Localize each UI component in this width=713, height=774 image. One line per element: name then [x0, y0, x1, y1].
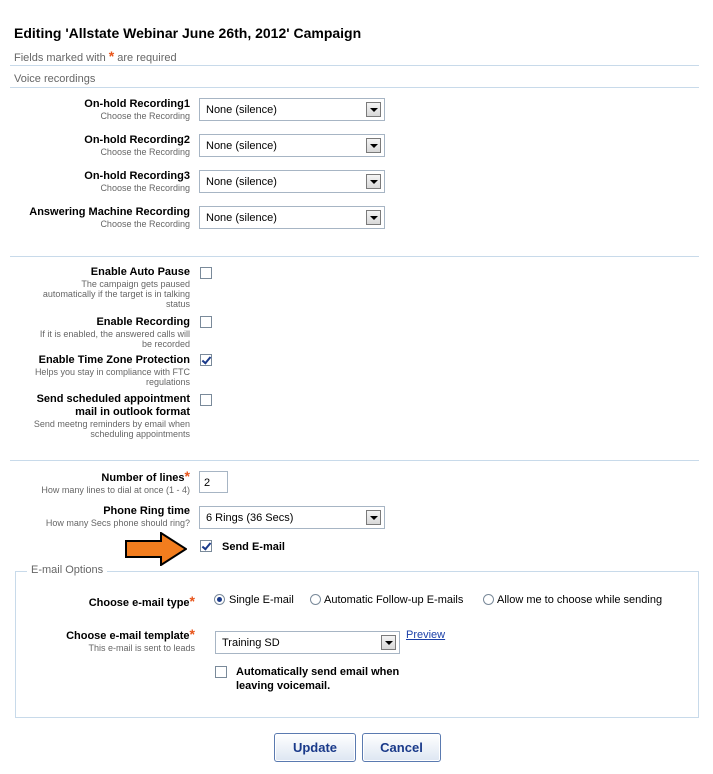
email-type-text: Choose e-mail type	[88, 597, 190, 609]
outlook-mail-sub: scheduling appointments	[90, 429, 190, 439]
auto-send-line: Automatically send email when	[236, 666, 400, 678]
recording-2-label-block	[5, 134, 190, 157]
auto-pause-sub: automatically if the target is in talking	[42, 289, 190, 299]
outlook-mail-sub: Send meetng reminders by email when	[33, 419, 190, 429]
radio-single-email-label[interactable]: Single E-mail	[229, 594, 294, 606]
ring-time-sub: How many Secs phone should ring?	[45, 518, 190, 528]
timezone-label-block	[5, 354, 190, 387]
divider	[10, 87, 699, 88]
email-template-label	[20, 628, 195, 643]
required-star: *	[108, 48, 115, 64]
auto-send-voicemail-label	[236, 665, 399, 693]
recording-3-select[interactable]	[199, 170, 385, 193]
arrow-pointer-icon	[125, 532, 187, 566]
auto-pause-checkbox[interactable]	[200, 267, 212, 279]
timezone-protection-sub: regulations	[145, 377, 190, 387]
required-note	[14, 48, 177, 64]
email-type-label	[20, 593, 195, 609]
email-template-sub: This e-mail is sent to leads	[88, 643, 195, 653]
recording-1-label-block	[5, 98, 190, 121]
recording-3-sub: Choose the Recording	[100, 183, 190, 193]
recording-3-value: None (silence)	[206, 176, 277, 188]
number-of-lines-sub: How many lines to dial at once (1 - 4)	[41, 485, 190, 495]
recording-1-value: None (silence)	[206, 104, 277, 116]
chevron-down-icon[interactable]	[366, 102, 381, 117]
recording-2-label: On-hold Recording2	[84, 134, 190, 146]
outlook-mail-checkbox[interactable]	[200, 394, 212, 406]
number-of-lines-input[interactable]: 2	[199, 471, 228, 493]
page-title: Editing 'Allstate Webinar June 26th, 2012' Campaign	[14, 25, 362, 41]
auto-send-line: leaving voicemail.	[236, 680, 331, 692]
recording-1-select[interactable]	[199, 98, 385, 121]
required-prefix: Fields marked with	[14, 52, 106, 64]
divider	[10, 256, 699, 257]
answering-machine-sub: Choose the Recording	[100, 219, 190, 229]
recording-enable-label-block	[5, 316, 190, 349]
answering-machine-label-block	[5, 206, 190, 229]
required-star: *	[189, 593, 195, 609]
answering-machine-label: Answering Machine Recording	[29, 206, 190, 218]
recording-3-label-block	[5, 170, 190, 193]
auto-send-voicemail-checkbox[interactable]	[215, 666, 227, 678]
auto-pause-label-block	[5, 266, 190, 309]
answering-machine-select[interactable]	[199, 206, 385, 229]
divider	[10, 460, 699, 461]
auto-pause-label: Enable Auto Pause	[90, 266, 190, 278]
required-star: *	[189, 626, 195, 642]
number-of-lines-label	[5, 470, 190, 485]
radio-choose-while-sending[interactable]	[483, 594, 494, 605]
radio-followup-emails[interactable]	[310, 594, 321, 605]
lines-label-block	[5, 470, 190, 495]
ring-time-label: Phone Ring time	[103, 505, 190, 517]
ring-label-block	[5, 505, 190, 528]
number-of-lines-text: Number of lines	[101, 472, 185, 484]
auto-pause-sub: status	[165, 299, 190, 309]
email-template-text: Choose e-mail template	[66, 630, 190, 642]
radio-followup-emails-label[interactable]: Automatic Follow-up E-mails	[324, 594, 464, 606]
chevron-down-icon[interactable]	[381, 635, 396, 650]
timezone-protection-checkbox[interactable]	[200, 354, 212, 366]
chevron-down-icon[interactable]	[366, 138, 381, 153]
section-voice-recordings: Voice recordings	[14, 73, 96, 85]
auto-pause-sub: The campaign gets paused	[81, 279, 190, 289]
required-star: *	[184, 468, 190, 484]
enable-recording-sub: If it is enabled, the answered calls will	[39, 329, 190, 339]
recording-3-label: On-hold Recording3	[84, 170, 190, 182]
send-email-label: Send E-mail	[222, 541, 285, 553]
chevron-down-icon[interactable]	[366, 174, 381, 189]
cancel-button[interactable]: Cancel	[362, 733, 441, 762]
enable-recording-sub: be recorded	[141, 339, 190, 349]
send-email-checkbox[interactable]	[200, 540, 212, 552]
recording-2-select[interactable]	[199, 134, 385, 157]
update-button[interactable]: Update	[274, 733, 356, 762]
ring-time-value: 6 Rings (36 Secs)	[206, 512, 294, 524]
email-template-value: Training SD	[222, 637, 280, 649]
radio-choose-while-sending-label[interactable]: Allow me to choose while sending	[497, 594, 663, 606]
outlook-mail-label: Send scheduled appointment	[36, 393, 190, 405]
chevron-down-icon[interactable]	[366, 510, 381, 525]
answering-machine-value: None (silence)	[206, 212, 277, 224]
outlook-label-block	[5, 393, 190, 439]
enable-recording-label: Enable Recording	[96, 316, 190, 328]
email-options-legend: E-mail Options	[27, 564, 107, 576]
email-template-label-block	[20, 628, 195, 653]
chevron-down-icon[interactable]	[366, 210, 381, 225]
recording-1-label: On-hold Recording1	[84, 98, 190, 110]
recording-2-sub: Choose the Recording	[100, 147, 190, 157]
radio-single-email[interactable]	[214, 594, 225, 605]
preview-link[interactable]: Preview	[406, 629, 446, 641]
outlook-mail-label: mail in outlook format	[75, 406, 190, 418]
required-suffix: are required	[117, 52, 177, 64]
timezone-protection-label: Enable Time Zone Protection	[38, 354, 190, 366]
recording-2-value: None (silence)	[206, 140, 277, 152]
email-template-select[interactable]	[215, 631, 400, 654]
ring-time-select[interactable]	[199, 506, 385, 529]
recording-1-sub: Choose the Recording	[100, 111, 190, 121]
divider	[10, 65, 699, 66]
timezone-protection-sub: Helps you stay in compliance with FTC	[34, 367, 190, 377]
enable-recording-checkbox[interactable]	[200, 316, 212, 328]
